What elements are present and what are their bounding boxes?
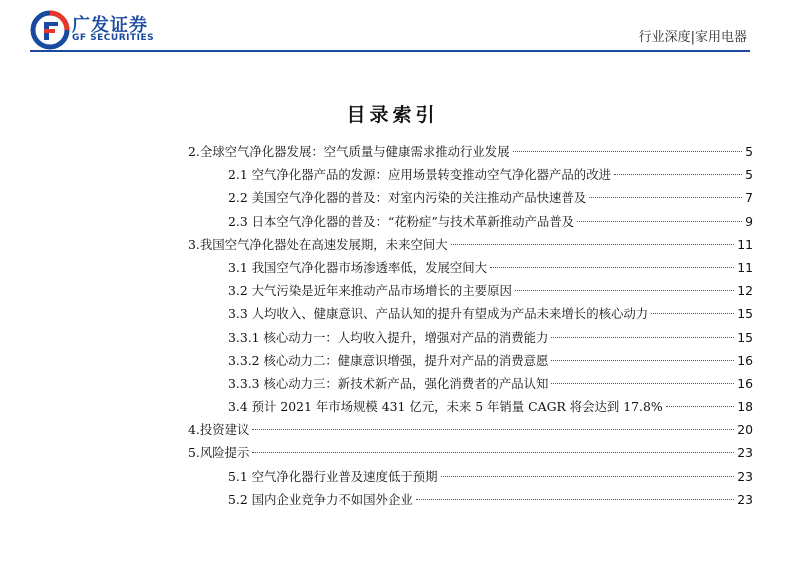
toc-leader [589,197,742,198]
toc-entry[interactable] [188,441,753,464]
toc-entry[interactable] [188,210,753,233]
toc-page-number: 23 [737,445,753,461]
toc-leader [551,360,734,361]
table-of-contents [188,140,753,511]
toc-page-number: 7 [745,190,753,206]
toc-page-number: 9 [745,213,753,229]
toc-entry-text: 3.3.2 核心动力二：健康意识增强，提升对产品的消费意愿 [228,352,549,368]
toc-title: 目录索引 [346,104,439,126]
toc-page-number: 5 [745,144,753,159]
toc-entry-text: 5.风险提示 [188,445,250,461]
toc-entry[interactable] [188,233,753,256]
toc-entry[interactable] [188,395,753,418]
toc-page-number: 23 [737,491,753,507]
toc-entry[interactable] [188,140,753,163]
toc-page-number: 15 [737,306,753,322]
toc-page-number: 23 [737,468,753,484]
report-category: 行业深度|家用电器 [638,30,747,45]
toc-leader [490,267,734,268]
toc-entry-text: 3.3.3 核心动力三：新技术新产品，强化消费者的产品认知 [228,375,549,391]
toc-page-number: 15 [737,329,753,345]
toc-leader [513,151,743,152]
toc-leader [577,221,742,222]
toc-leader [416,499,734,500]
toc-entry[interactable] [188,256,753,279]
toc-entry-text: 4.投资建议 [188,422,250,438]
toc-leader [252,452,734,453]
toc-leader [441,476,735,477]
toc-entry[interactable] [188,163,753,186]
toc-page-number: 20 [737,422,753,438]
toc-entry-text: 3.3 人均收入、健康意识、产品认知的提升有望成为产品未来增长的核心动力 [228,306,649,322]
toc-leader [551,383,734,384]
toc-entry-text: 3.我国空气净化器处在高速发展期，未来空间大 [188,236,448,252]
toc-entry-text: 2.1 空气净化器产品的发源：应用场景转变推动空气净化器产品的改进 [228,167,611,183]
logo-english-name: GF SECURITIES [72,33,155,43]
toc-page-number: 16 [737,352,753,368]
toc-page-number: 11 [737,236,753,252]
toc-entry-text: 2.2 美国空气净化器的普及：对室内污染的关注推动产品快速普及 [228,190,587,206]
report-header [0,0,785,60]
toc-entry[interactable] [188,302,753,325]
toc-entry-text: 5.1 空气净化器行业普及速度低于预期 [228,468,438,484]
toc-page-number: 16 [737,375,753,391]
toc-leader [666,406,735,407]
toc-entry-text: 3.4 预计 2021 年市场规模 431 亿元，未来 5 年销量 CAGR 将会达到 17.8% [228,399,663,415]
toc-page-number: 11 [737,259,753,275]
toc-leader [515,290,734,291]
toc-entry-text: 5.2 国内企业竞争力不如国外企业 [228,491,413,507]
toc-page-number: 12 [737,283,753,299]
toc-entry-text: 3.2 大气污染是近年来推动产品市场增长的主要原因 [228,283,512,299]
toc-leader [252,429,734,430]
toc-entry[interactable] [188,418,753,441]
toc-entry-text: 3.3.1 核心动力一：人均收入提升，增强对产品的消费能力 [228,329,549,345]
toc-entry[interactable] [188,488,753,511]
header-divider [30,50,750,52]
toc-entry[interactable] [188,349,753,372]
gf-logo-icon [30,10,70,50]
toc-entry[interactable] [188,326,753,349]
toc-entry[interactable] [188,186,753,209]
toc-entry[interactable] [188,372,753,395]
toc-leader [451,244,735,245]
toc-entry-text: 2.全球空气净化器发展：空气质量与健康需求推动行业发展 [188,144,510,159]
toc-leader [614,174,742,175]
toc-page-number: 5 [745,167,753,183]
logo-chinese-name: 广发证券 [72,15,148,36]
toc-entry-text: 2.3 日本空气净化器的普及：“花粉症”与技术革新推动产品普及 [228,213,575,229]
toc-leader [651,313,734,314]
toc-entry[interactable] [188,465,753,488]
toc-entry-text: 3.1 我国空气净化器市场渗透率低，发展空间大 [228,259,488,275]
toc-entry[interactable] [188,279,753,302]
toc-leader [551,337,734,338]
toc-page-number: 18 [737,399,753,415]
